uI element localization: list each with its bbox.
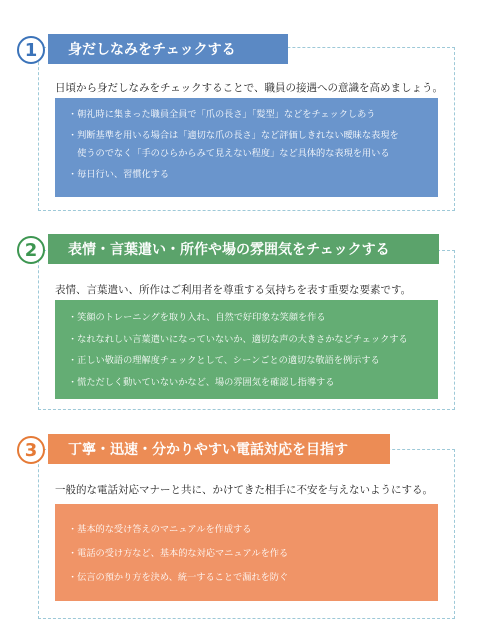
section-number-badge: 2 [17,236,45,264]
list-item: ・毎日行い、習慣化する [68,169,170,180]
section-number-badge: 1 [17,36,45,64]
section-lead-text: 一般的な電話対応マナーと共に、かけてきた相手に不安を与えないようにする。 [55,484,433,496]
list-item: ・慌ただしく動いていないかなど、場の雰囲気を確認し指導する [68,376,335,388]
list-item: ・朝礼時に集まった職員全員で「爪の長さ」「髪型」などをチェックしあう [68,109,376,120]
list-item: ・正しい敬語の理解度チェックとして、シーンごとの適切な敬語を例示する [68,355,380,366]
section-number-badge: 3 [17,436,45,464]
list-item: ・判断基準を用いる場合は「適切な爪の長さ」など評価しきれない曖昧な表現を [68,130,399,141]
section-lead-text: 表情、言葉遣い、所作はご利用者を尊重する気持ちを表す重要な要素です。 [55,284,412,296]
section-title: 身だしなみをチェックする [48,34,288,64]
list-item: ・なれなれしい言葉遣いになっていないか、適切な声の大きさかなどチェックする [68,333,408,345]
list-item: ・伝言の預かり方を決め、統一することで漏れを防ぐ [68,572,289,583]
checklist-panel [55,300,438,399]
list-item: ・笑顔のトレーニングを取り入れ、自然で好印象な笑顔を作る [68,312,326,323]
section-title: 表情・言葉遣い・所作や場の雰囲気をチェックする [48,234,439,264]
list-item: 使うのでなく「手のひらからみて見えない程度」など具体的な表現を用いる [68,148,390,159]
section-lead-text: 日頃から身だしなみをチェックすることで、職員の接遇への意識を高めましょう。 [55,82,443,94]
checklist-panel [55,504,438,601]
checklist-panel [55,98,438,197]
list-item: ・基本的な受け答えのマニュアルを作成する [68,524,252,535]
list-item: ・電話の受け方など、基本的な対応マニュアルを作る [68,548,289,559]
section-title: 丁寧・迅速・分かりやすい電話対応を目指す [48,434,390,464]
